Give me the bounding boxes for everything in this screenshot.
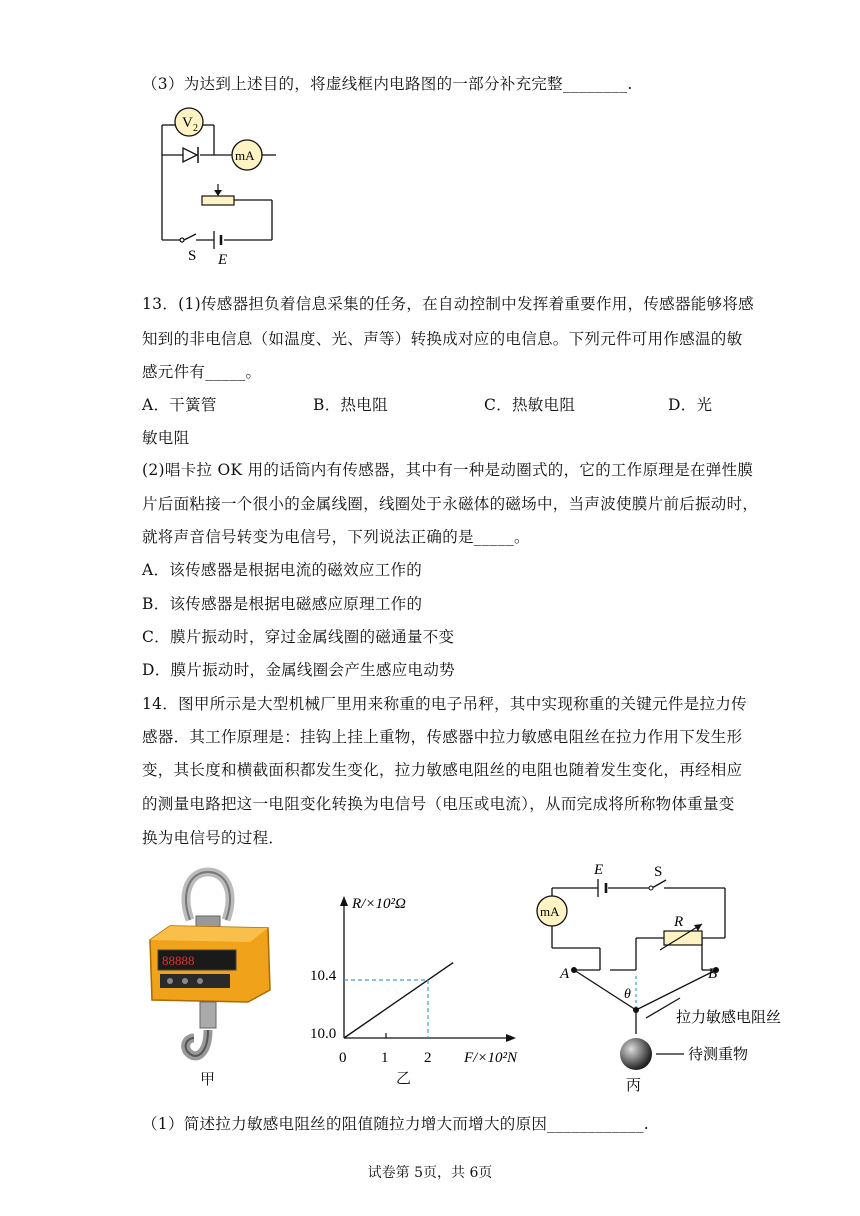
emf-label-2: E: [594, 862, 604, 878]
weight-label: 待测重物: [688, 1047, 749, 1063]
q13-part2-line-3: 就将声音信号转变为电信号，下列说法正确的是_____。: [142, 528, 530, 546]
switch-label-1: S: [188, 248, 197, 264]
theta-label: θ: [624, 987, 631, 1002]
q14-line-2: 感器．其工作原理是：挂钩上挂上重物，传感器中拉力敏感电阻丝在拉力作用下发生形: [142, 728, 743, 746]
q14-line-4: 的测量电路把这一电阻变化转换为电信号（电压或电流），从而完成将所称物体重量变: [142, 795, 735, 813]
x-tick-0: 0: [339, 1050, 347, 1066]
x-tick-1: 1: [381, 1050, 389, 1066]
q13-option-a: A．干簧管: [142, 396, 217, 414]
switch-label-2: S: [654, 864, 663, 880]
q13-line-1: 13．(1)传感器担负着信息采集的任务，在自动控制中发挥着重要作用，传感器能够将感: [142, 295, 754, 313]
wire-label: 拉力敏感电阻丝: [676, 1010, 782, 1026]
v2-subscript: 2: [193, 123, 198, 134]
series-line: [344, 963, 453, 1038]
q13-part2-line-1: (2)唱卡拉 OK 用的话筒内有传感器，其中有一种是动圈式的，它的工作原理是在弹性膜: [142, 461, 754, 479]
y-tick-10-0: 10.0: [310, 1026, 337, 1042]
q13-part2-option-a: A．该传感器是根据电流的磁效应工作的: [142, 561, 423, 579]
ma-label-2: mA: [540, 904, 560, 919]
crane-scale-figure: [140, 862, 280, 1092]
svg-text:88888: 88888: [162, 953, 195, 968]
v2-label: V: [182, 115, 193, 131]
circuit-diagram-1: [150, 100, 290, 270]
q14-part1: （1）简述拉力敏感电阻丝的阻值随拉力增大而增大的原因____________.: [142, 1115, 649, 1133]
caption-yi: 乙: [396, 1071, 412, 1087]
q14-line-3: 变，其长度和横截面积都发生变化，拉力敏感电阻丝的电阻也随着发生变化，再经相应: [142, 761, 743, 779]
ma-label-1: mA: [235, 148, 255, 163]
q14-line-5: 换为电信号的过程．: [142, 829, 285, 847]
q14-line-1: 14．图甲所示是大型机械厂里用来称重的电子吊秤，其中实现称重的关键元件是拉力传: [142, 695, 747, 713]
caption-bing: 丙: [626, 1078, 642, 1094]
measuring-circuit: [530, 858, 820, 1098]
q13-option-d: D．光: [668, 396, 713, 414]
emf-label-1: E: [218, 252, 228, 268]
point-b-label: B: [708, 966, 718, 982]
caption-jia: 甲: [200, 1072, 216, 1088]
q13-option-b: B．热电阻: [313, 396, 388, 414]
question-12-part3: （3）为达到上述目的，将虚线框内电路图的一部分补充完整________.: [142, 75, 633, 93]
resistance-force-chart: [296, 878, 536, 1088]
page-footer: 试卷第 5页，共 6页: [367, 1165, 493, 1181]
point-a-label: A: [560, 966, 570, 982]
r-label: R: [674, 914, 684, 930]
x-tick-2: 2: [424, 1050, 432, 1066]
q13-part2-option-d: D．膜片振动时，金属线圈会产生感应电动势: [142, 661, 455, 679]
q13-part2-option-c: C．膜片振动时，穿过金属线圈的磁通量不变: [142, 628, 455, 646]
y-axis-label: R/×10²Ω: [352, 896, 406, 912]
q13-line-3: 感元件有_____。: [142, 363, 262, 381]
x-axis-label: F/×10²N: [464, 1050, 517, 1066]
q13-part2-option-b: B．该传感器是根据电磁感应原理工作的: [142, 595, 423, 613]
y-tick-10-4: 10.4: [310, 968, 337, 984]
q13-option-c: C．热敏电阻: [484, 396, 576, 414]
q13-part2-line-2: 片后面粘接一个很小的金属线圈，线圈处于永磁体的磁场中，当声波使膜片前后振动时，: [142, 495, 759, 513]
q13-line-2: 知到的非电信息（如温度、光、声等）转换成对应的电信息。下列元件可用作感温的敏: [142, 330, 743, 348]
q13-option-d-cont: 敏电阻: [142, 429, 190, 447]
